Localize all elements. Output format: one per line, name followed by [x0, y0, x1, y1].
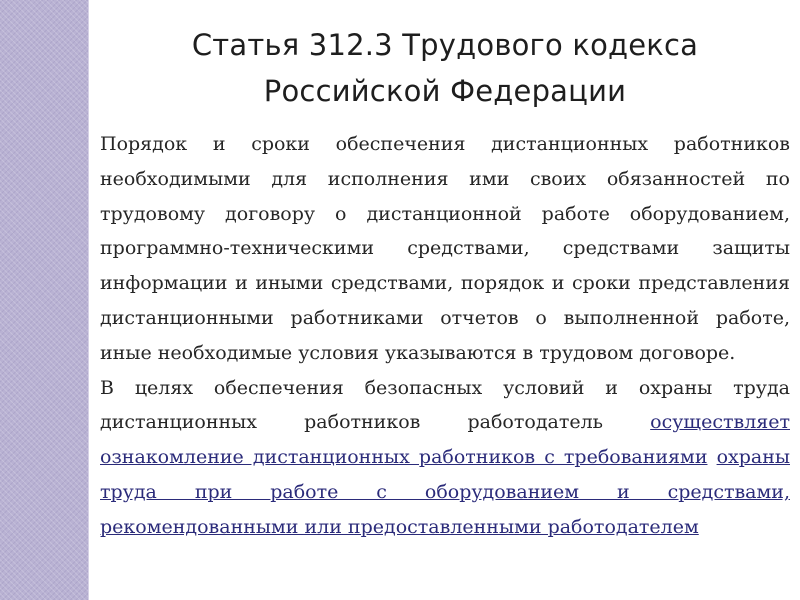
paragraph-labor-safety	[100, 371, 790, 545]
slide-title: Статья 312.3 Трудового кодекса Российской Федерации	[191, 28, 699, 108]
link-labor-protection-equipment[interactable]: охраны труда при работе с оборудованием и средствами, рекомендованными или предоставленными работодателем	[100, 446, 790, 538]
paragraph-remote-work-conditions: Порядок и сроки обеспечения дистанционных работников необходимыми для исполнения ими своих обязанностей по трудовому договору о дистанционной работе оборудованием, программно-техническими средствами, средствами защиты информации и иными средствами, порядок и сроки представления дистанционными работниками отчетов о выполненной работе, иные необходимые условия указываются в трудовом договоре.	[100, 133, 790, 364]
slide-body	[100, 127, 790, 545]
paragraph-labor-safety-text: В целях обеспечения безопасных условий и охраны труда дистанционных работников работодатель	[100, 376, 790, 434]
decorative-side-bar	[0, 0, 88, 600]
link-separator	[707, 446, 716, 468]
side-divider-line	[88, 0, 91, 600]
link-familiarization-requirements[interactable]: осуществляет ознакомление дистанционных работников с требованиями	[100, 411, 790, 469]
